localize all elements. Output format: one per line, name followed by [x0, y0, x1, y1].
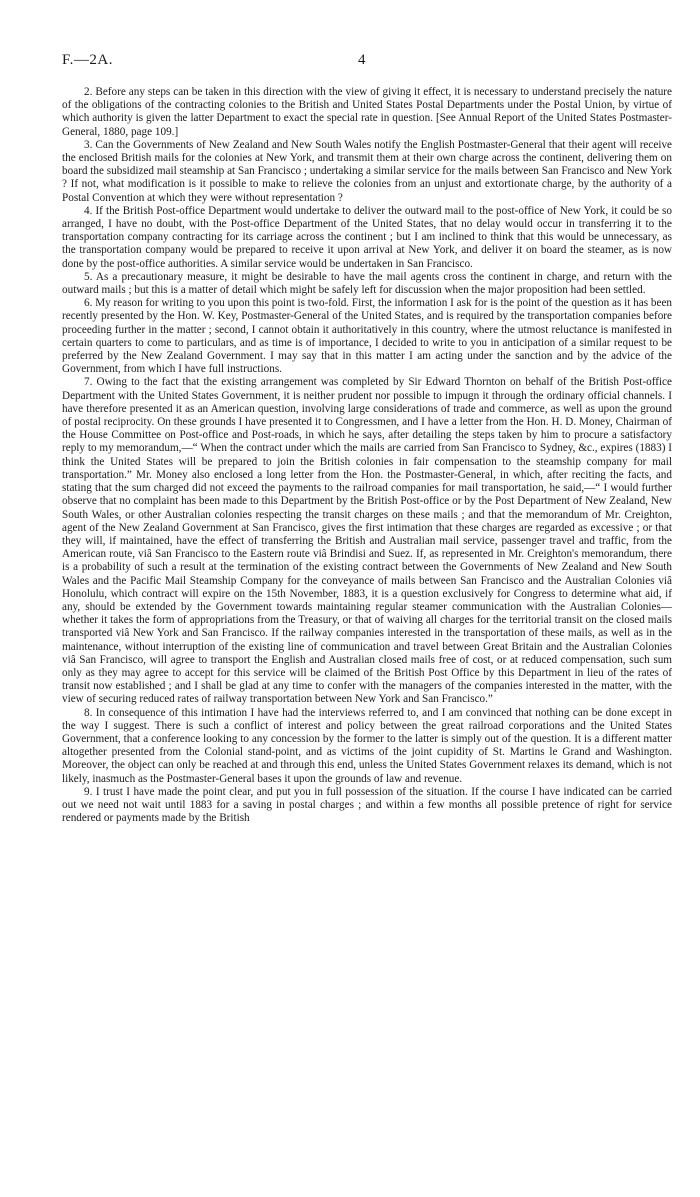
paragraph-4: 4. If the British Post-office Department would undertake to deliver the outward mail to the post-office of New York, it could be so arranged, I have no doubt, with the Post-office Department of the United States, that no delay would occur in transferring it to the transportation company contracting for its carriage across the continent ; but I am inclined to think that this would be unnecessary, as the transportation company would be prepared to receive it upon arrival at New York, and deliver it on board the steamer, as is now done by the post-office authorities. A similar service would be undertaken in San Francisco. [62, 204, 672, 270]
document-reference: F.—2A. [62, 52, 113, 68]
paragraph-9: 9. I trust I have made the point clear, and put you in full possession of the situation. If the course I have indicated can be carried out we need not wait until 1883 for a saving in postal charges ; and within a few months all possible pretence of right for service rendered or payments made by the British [62, 785, 672, 825]
paragraph-8: 8. In consequence of this intimation I have had the interviews referred to, and I am convinced that nothing can be done except in the way I suggest. There is such a conflict of interest and policy between the great railroad corporations and the United States Government, that a conference looking to any concession by the former to the latter is simply out of the question. It is a different matter altogether presented from the Colonial stand-point, and as victims of the joint cupidity of St. Martins le Grand and Washington. Moreover, the object can only be reached at and through this end, unless the United States Government relaxes its demand, which is not likely, inasmuch as the Postmaster-General bases it upon the grounds of law and revenue. [62, 706, 672, 785]
page-header [62, 52, 672, 72]
paragraph-2: 2. Before any steps can be taken in this direction with the view of giving it effect, it is necessary to understand precisely the nature of the obligations of the contracting colonies to the British and United States Postal Departments under the Postal Union, by virtue of which authority is given the latter Department to exact the special rate in question. [See Annual Report of the United States Postmaster-General, 1880, page 109.] [62, 86, 672, 138]
paragraph-3: 3. Can the Governments of New Zealand and New South Wales notify the English Postmaster-General that their agent will receive the enclosed British mails for the colonies at New York, and transmit them at their own charge across the continent, delivering them on board the subsidized mail steamship at San Francisco ; undertaking a similar service for the mails between San Francisco and New York ? If not, what modification is it possible to make to relieve the colonies from an unjust and extortionate charge, by the authority of a Postal Convention at which they were without representation ? [62, 138, 672, 204]
paragraph-7: 7. Owing to the fact that the existing arrangement was completed by Sir Edward Thornton on behalf of the British Post-office Department with the United States Government, it is neither prudent nor possible to impugn it through the ordinary official channels. I have therefore presented it as an American question, involving large considerations of trade and commerce, as well as upon the ground of postal reciprocity. On these grounds I have presented it to Congressmen, and I have a letter from the Hon. H. D. Money, Chairman of the House Committee on Post-office and Post-roads, in which he says, after detailing the steps taken by him to procure a satisfactory reply to my memorandum,—“ When the contract under which the mails are carried from San Francisco to Sydney, &c., expires (1883) I think the United States will be prepared to join the British colonies in fair compensation to the steamship company for mail transportation.” Mr. Money also enclosed a long letter from the Hon. the Postmaster-General, in which, after reciting the facts, and stating that the sum charged did not exceed the payments to the railroad companies for mail transportation, he said,—“ I would further observe that no complaint has been made to this Department by the British Post-office or by the Post Department of New Zealand, New South Wales, or other Australian colonies respecting the transit charges on these mails ; and that the memorandum of Mr. Creighton, agent of the New Zealand Government at San Francisco, gives the first intimation that these charges are regarded as excessive ; or that they will, if maintained, have the effect of transferring the British and Australian mail service, passenger travel and traffic, from the American route, viâ San Francisco to the Eastern route viâ Brindisi and Suez. If, as represented in Mr. Creighton's memorandum, there is a probability of such a result at the termination of the existing contract between the Governments of New Zealand and New South Wales and the Pacific Mail Steamship Company for the conveyance of mails between San Francisco and the Australian Colonies viâ Honolulu, which contract will expire on the 15th November, 1883, it is a question exclusively for Congress to determine what aid, if any, should be extended by the Government towards maintaining regular steamer communication with the Australian Colonies—whether it takes the form of appropriations from the Treasury, or that of waiving all charges for the territorial transit on the closed mails transported viâ New York and San Francisco. If the railway companies interested in the transportation of these mails, as well as in the maintenance, without interruption of the existing line of communication and travel between Great Britain and the Australian Colonies viâ San Francisco, will agree to transport the English and Australian closed mails free of cost, or at reduced compensation, such sum only as they may agree to accept for this service will be claimed of the British Post Office by this Department in lieu of the rates of transit now established ; and I shall be glad at any time to confer with the managers of the companies interested in the matter, with the view of securing reduced rates of railway transportation between New York and San Francisco.” [62, 376, 672, 706]
page-number: 4 [358, 52, 366, 68]
paragraph-5: 5. As a precautionary measure, it might be desirable to have the mail agents cross the continent in charge, and return with the outward mails ; but this is a matter of detail which might be safely left for discussion when the major proposition had been settled. [62, 270, 672, 297]
body-text [62, 86, 672, 825]
paragraph-6: 6. My reason for writing to you upon this point is two-fold. First, the information I ask for is the point of the question as it has been recently presented by the Hon. W. Key, Postmaster-General of the United States, and is required by the transportation companies before proceeding further in the matter ; second, I cannot obtain it authoritatively in this country, where the utmost reluctance is manifested in certain quarters to come to particulars, and as time is of importance, I decided to write to you in anticipation of a similar request to be preferred by the New Zealand Government. I may say that in this matter I am acting under the sanction and by the advice of the Government, from which I have full instructions. [62, 297, 672, 376]
